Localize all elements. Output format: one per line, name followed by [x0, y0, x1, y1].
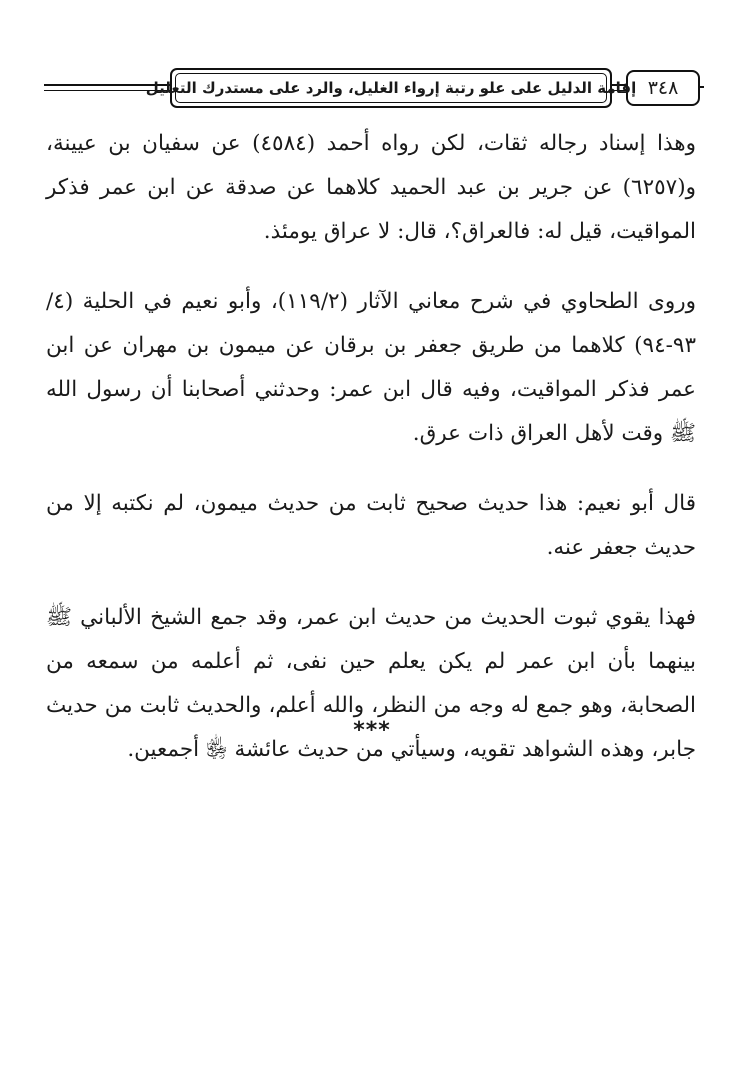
- page-number: ٣٤٨: [647, 77, 679, 99]
- section-separator: ***: [353, 718, 391, 743]
- paragraph-3: قال أبو نعيم: هذا حديث صحيح ثابت من حديث ميمون، لم نكتبه إلا من حديث جعفر عنه.: [46, 491, 696, 560]
- paragraph-2: وروى الطحاوي في شرح معاني الآثار (١١٩/٢)، وأبو نعيم في الحلية (٤/ ٩٣-٩٤) كلاهما من طريق جعفر بن برقان عن ميمون بن مهران عن ابن عمر فذكر المواقيت، وفيه قال ابن عمر: وحدثني أصحابنا أن رسول الله ﷺ وقت لأهل العراق ذات عرق.: [46, 289, 696, 446]
- paragraph-1: وهذا إسناد رجاله ثقات، لكن رواه أحمد (٤٥٨٤) عن سفيان بن عيينة، و(٦٢٥٧) عن جرير بن عبد الحميد كلاهما عن صدقة عن ابن عمر فذكر المواقيت، قيل له: فالعراق؟، قال: لا عراق يومئذ.: [46, 131, 696, 244]
- page-header: [44, 60, 700, 116]
- body-text: [46, 122, 696, 798]
- running-title: إقامة الدليل على علو رتبة إرواء الغليل، والرد على مستدرك التعليل: [145, 79, 637, 97]
- page-number-box: [626, 70, 700, 106]
- running-title-box: [145, 68, 637, 108]
- paragraph-4: فهذا يقوي ثبوت الحديث من حديث ابن عمر، وقد جمع الشيخ الألباني ﷺ بينهما بأن ابن عمر لم يكن يعلم حين نفى، ثم أعلمه من سمعه من الصحابة، وهو جمع له وجه من النظر، والله أعلم، والحديث ثابت من حديث جابر، وهذه الشواهد تقويه، وسيأتي من حديث عائشة ﵂ أجمعين.: [46, 605, 696, 762]
